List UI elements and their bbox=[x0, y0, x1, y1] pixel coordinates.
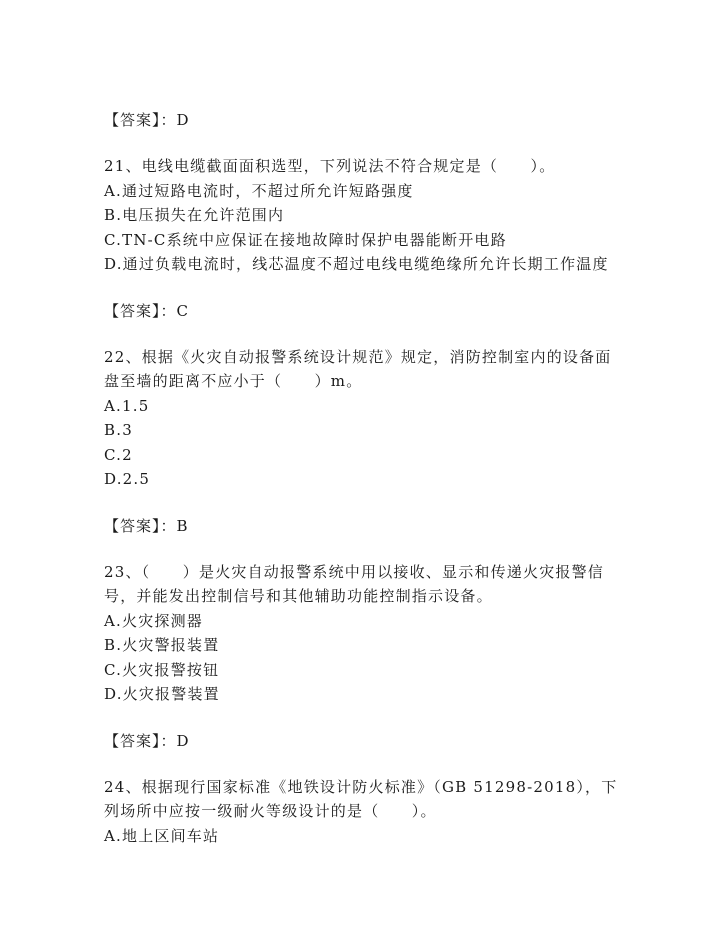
question-22: 22、根据《火灾自动报警系统设计规范》规定，消防控制室内的设备面盘至墙的距离不应小于（ ）m。 bbox=[104, 347, 612, 390]
option-a: A.通过短路电流时，不超过所允许短路强度 bbox=[104, 181, 414, 200]
option-c: C.2 bbox=[104, 445, 133, 464]
question-24: 24、根据现行国家标准《地铁设计防火标准》（GB 51298-2018），下列场所中应按一级耐火等级设计的是（ ）。 bbox=[104, 777, 618, 820]
answer-label: 【答案】：B bbox=[104, 516, 189, 535]
option-a: A.火灾探测器 bbox=[104, 611, 204, 630]
answer-label: 【答案】：C bbox=[104, 301, 189, 320]
answer-label: 【答案】：D bbox=[104, 731, 190, 750]
question-23: 23、（ ）是火灾自动报警系统中用以接收、显示和传递火灾报警信号，并能发出控制信号和其他辅助功能控制指示设备。 bbox=[104, 562, 604, 605]
option-b: B.火灾警报装置 bbox=[104, 636, 220, 654]
option-d: D.火灾报警装置 bbox=[104, 685, 220, 703]
option-b: B.3 bbox=[104, 421, 133, 439]
answer-label: 【答案】：D bbox=[104, 111, 190, 129]
question-21: 21、电线电缆截面面积选型，下列说法不符合规定是（ ）。 bbox=[104, 157, 556, 175]
option-d: D.2.5 bbox=[104, 470, 151, 488]
option-a: A.1.5 bbox=[104, 396, 150, 415]
exam-page bbox=[104, 108, 624, 848]
option-c: C.火灾报警按钮 bbox=[104, 660, 220, 679]
option-b: B.电压损失在允许范围内 bbox=[104, 206, 285, 224]
option-d: D.通过负载电流时，线芯温度不超过电线电缆绝缘所允许长期工作温度 bbox=[104, 255, 609, 273]
option-a: A.地上区间车站 bbox=[104, 826, 220, 845]
option-c: C.TN-C系统中应保证在接地故障时保护电器能断开电路 bbox=[104, 230, 507, 249]
